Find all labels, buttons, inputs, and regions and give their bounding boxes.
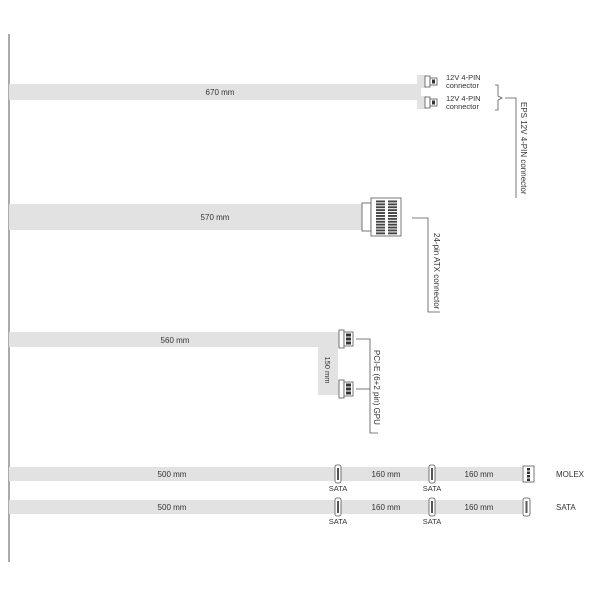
molex-end-label: MOLEX xyxy=(556,470,585,479)
atx-pin xyxy=(388,206,397,208)
atx-pin xyxy=(376,215,385,217)
atx-connector-housing xyxy=(362,203,371,231)
sata-end-label: SATA xyxy=(556,503,576,512)
svg-text:12V 4-PIN connector xyxy=(446,73,483,90)
svg-text:12V 4-PIN connector xyxy=(446,94,483,111)
atx-pin xyxy=(376,230,385,232)
pcie-connector-1 xyxy=(339,330,353,348)
atx-pin xyxy=(376,209,385,211)
eps-length-label: 670 mm xyxy=(205,88,235,97)
pcie-group-label: PCI-E (6+2 pin) GPU xyxy=(372,350,381,425)
sata-cable-body xyxy=(9,500,522,514)
atx-pin xyxy=(388,203,397,205)
atx-pin xyxy=(388,215,397,217)
pcie-connector-2 xyxy=(339,380,353,398)
pcie-cable xyxy=(9,330,381,433)
atx-cable-body xyxy=(9,204,364,230)
molex-sata-label-2: SATA xyxy=(422,484,442,493)
atx-pin xyxy=(388,221,397,223)
atx-pin xyxy=(376,224,385,226)
atx-pin xyxy=(376,227,385,229)
atx-pin xyxy=(388,224,397,226)
molex-cable-body xyxy=(9,467,522,481)
atx-pin xyxy=(388,201,397,203)
eps-callout-line xyxy=(505,98,516,198)
eps-bracket xyxy=(495,85,502,110)
eps-connector-2-line-2: connector xyxy=(446,102,479,111)
pcie-branch-label: 150 mm xyxy=(323,356,332,384)
molex-sata-label-1: SATA xyxy=(328,484,348,493)
molex-segment-1-label: 500 mm xyxy=(157,470,187,479)
atx-pin xyxy=(388,227,397,229)
eps-connector-2 xyxy=(425,97,437,108)
atx-pin xyxy=(388,218,397,220)
eps-cable xyxy=(9,73,528,198)
sata-label-1: SATA xyxy=(328,517,348,526)
atx-pin xyxy=(376,232,385,234)
atx-group-label: 24-pin ATX connector xyxy=(432,233,441,310)
sata-label-2: SATA xyxy=(422,517,442,526)
eps-connector-2-line-1: 12V 4-PIN xyxy=(446,94,481,103)
atx-pin xyxy=(388,232,397,234)
eps-connector-1 xyxy=(425,76,437,87)
atx-pin xyxy=(376,206,385,208)
molex-segment-3-label: 160 mm xyxy=(464,470,494,479)
sata-segment-2-label: 160 mm xyxy=(371,503,401,512)
eps-connector-1-line-2: connector xyxy=(446,81,479,90)
atx-length-label: 570 mm xyxy=(200,213,230,222)
sata-segment-1-label: 500 mm xyxy=(157,503,187,512)
atx-pin xyxy=(376,212,385,214)
sata-cable xyxy=(9,498,576,526)
atx-pin xyxy=(376,221,385,223)
atx-pin xyxy=(388,212,397,214)
molex-end-connector xyxy=(523,466,534,482)
eps-group-label: EPS 12V 4-PIN connector xyxy=(519,102,528,195)
atx-pin xyxy=(376,218,385,220)
pcie-length-label: 560 mm xyxy=(160,336,190,345)
atx-pin xyxy=(376,201,385,203)
eps-connector-1-line-1: 12V 4-PIN xyxy=(446,73,481,82)
sata-segment-3-label: 160 mm xyxy=(464,503,494,512)
atx-pin xyxy=(376,203,385,205)
atx-cable xyxy=(9,198,441,312)
atx-pin xyxy=(388,230,397,232)
molex-cable xyxy=(9,465,585,493)
atx-pin xyxy=(388,209,397,211)
molex-segment-2-label: 160 mm xyxy=(371,470,401,479)
